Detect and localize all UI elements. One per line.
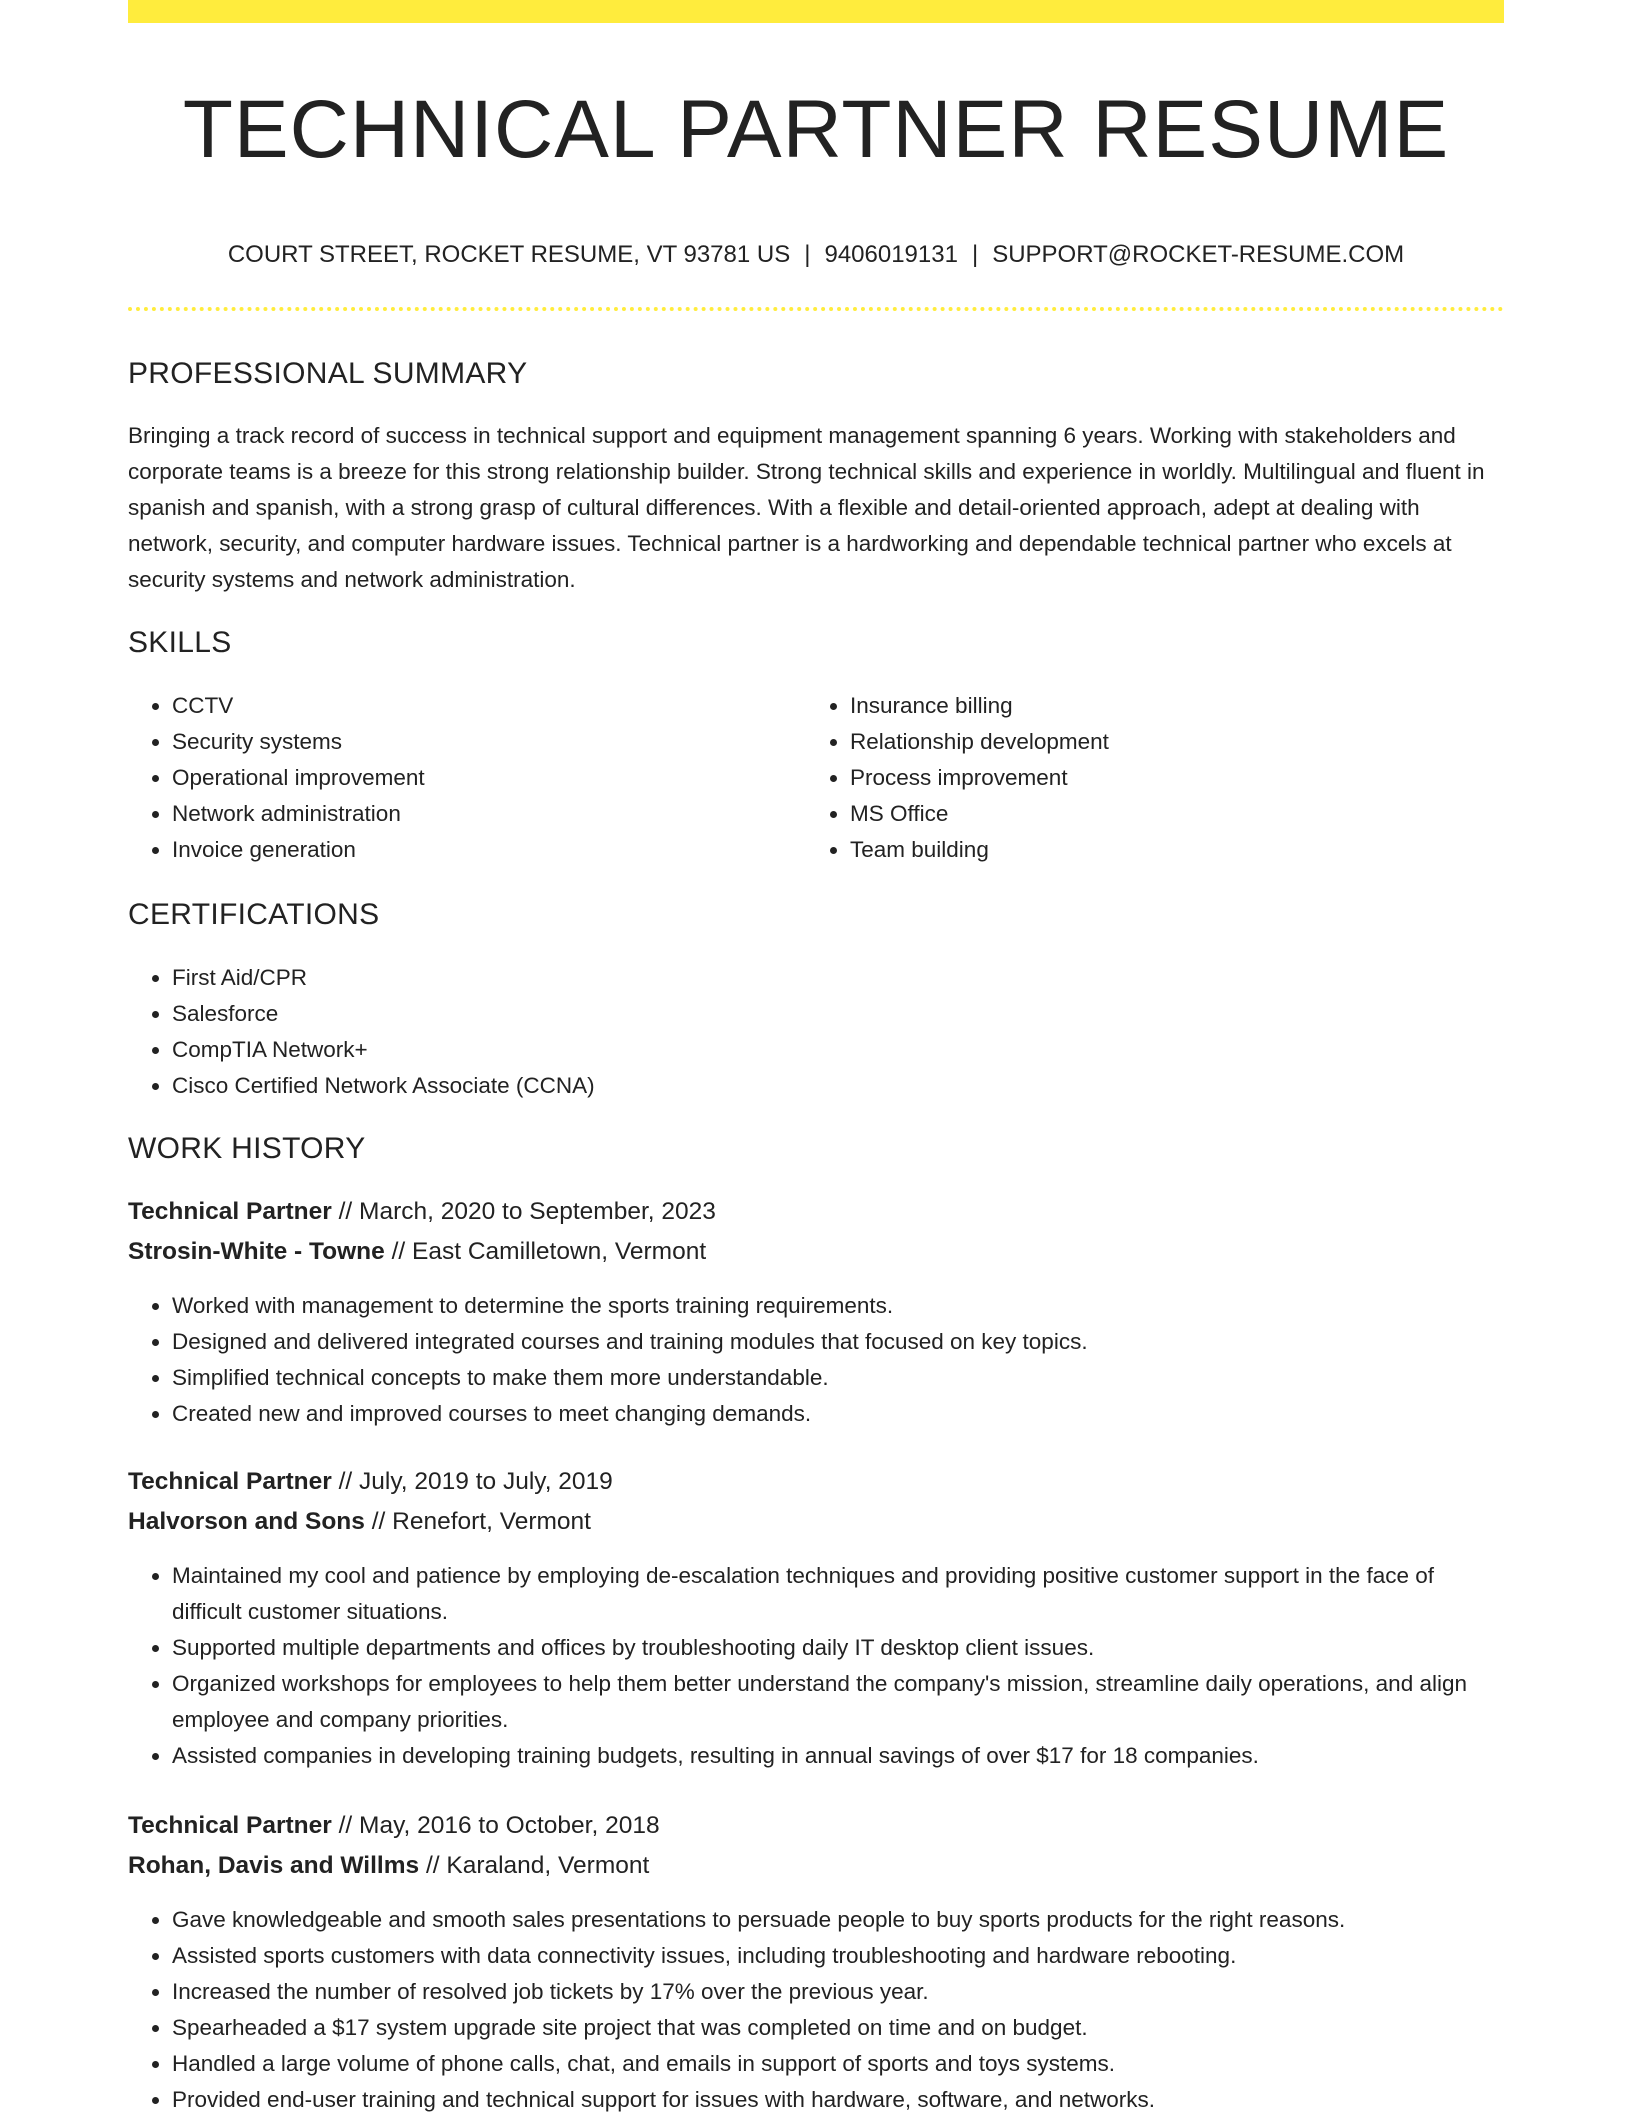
certification-item: • Salesforce: [172, 996, 1504, 1032]
work-history-heading: WORK HISTORY: [128, 1132, 366, 1165]
contact-separator: |: [804, 241, 811, 268]
skills-heading: SKILLS: [128, 626, 232, 659]
job-title: Technical Partner: [128, 1198, 332, 1225]
summary-heading: PROFESSIONAL SUMMARY: [128, 357, 528, 390]
job-title: Technical Partner: [128, 1468, 332, 1495]
job-bullet: • Spearheaded a $17 system upgrade site project that was completed on time and on budget.: [172, 2010, 1504, 2046]
job-company-line: [128, 1504, 591, 1540]
job-dates: // March, 2020 to September, 2023: [338, 1198, 716, 1225]
skill-item: • Operational improvement: [172, 760, 812, 796]
skill-item: • Insurance billing: [850, 688, 1504, 724]
contact-address: COURT STREET, ROCKET RESUME, VT 93781 US: [227, 241, 791, 268]
skill-item: • Process improvement: [850, 760, 1504, 796]
job-bullet: • Simplified technical concepts to make them more understandable.: [172, 1360, 1504, 1396]
job-company: Halvorson and Sons: [128, 1508, 365, 1535]
job-title-line: [128, 1464, 613, 1500]
job-company-line: [128, 1234, 706, 1270]
certifications-heading: CERTIFICATIONS: [128, 898, 380, 931]
header-dotted-divider: [128, 307, 1504, 311]
job-company-line: [128, 1848, 649, 1884]
job-location: // Karaland, Vermont: [425, 1852, 650, 1879]
contact-line: [128, 237, 1504, 273]
job-bullet: • Created new and improved courses to meet changing demands.: [172, 1396, 1504, 1432]
skill-item: • Security systems: [172, 724, 812, 760]
job-company: Rohan, Davis and Willms: [128, 1852, 420, 1879]
summary-text: Bringing a track record of success in technical support and equipment management spanning 6 years. Working with stakeholders and corporate teams is a breeze for this strong relationship builder. Strong technical skills and experience in worldly. Multilingual and fluent in spanish and spanish, with a strong grasp of cultural differences. With a flexible and detail-oriented approach, adept at dealing with network, security, and computer hardware issues. Technical partner is a hardworking and dependable technical partner who excels at security systems and network administration.: [128, 423, 1485, 592]
job-dates: // May, 2016 to October, 2018: [338, 1812, 660, 1839]
job-location: // East Camilletown, Vermont: [391, 1238, 707, 1265]
job-bullet: • Gave knowledgeable and smooth sales presentations to persuade people to buy sports products for the right reasons.: [172, 1902, 1504, 1938]
job-bullets: [128, 1288, 1504, 1432]
skill-item: • CCTV: [172, 688, 812, 724]
skill-item: • MS Office: [850, 796, 1504, 832]
skill-item: • Network administration: [172, 796, 812, 832]
skills-list-right: [806, 688, 1504, 868]
contact-email: SUPPORT@ROCKET-RESUME.COM: [992, 241, 1405, 268]
job-bullet: • Designed and delivered integrated courses and training modules that focused on key topics.: [172, 1324, 1504, 1360]
job-bullet: • Handled a large volume of phone calls, chat, and emails in support of sports and toys systems.: [172, 2046, 1504, 2082]
job-bullets: [128, 1902, 1504, 2112]
job-location: // Renefort, Vermont: [371, 1508, 591, 1535]
skill-item: • Relationship development: [850, 724, 1504, 760]
contact-phone: 9406019131: [824, 241, 958, 268]
certification-item: • First Aid/CPR: [172, 960, 1504, 996]
skill-item: • Team building: [850, 832, 1504, 868]
certification-item: • CompTIA Network+: [172, 1032, 1504, 1068]
job-bullet: • Organized workshops for employees to help them better understand the company's mission, streamline daily operations, and align employee and company priorities.: [172, 1666, 1504, 1738]
job-bullet: • Supported multiple departments and offices by troubleshooting daily IT desktop client issues.: [172, 1630, 1504, 1666]
job-bullet: • Assisted companies in developing training budgets, resulting in annual savings of over $17 for 18 companies.: [172, 1738, 1504, 1774]
job-bullet: • Maintained my cool and patience by employing de-escalation techniques and providing positive customer support in the face of difficult customer situations.: [172, 1558, 1504, 1630]
resume-title: TECHNICAL PARTNER RESUME: [182, 84, 1450, 175]
certifications-list: [128, 960, 1504, 1104]
job-company: Strosin-White - Towne: [128, 1238, 385, 1265]
job-bullet: • Provided end-user training and technical support for issues with hardware, software, and networks.: [172, 2082, 1504, 2112]
resume-page: [128, 0, 1504, 2112]
skills-list-left: [128, 688, 812, 868]
job-title-line: [128, 1808, 660, 1844]
job-bullets: [128, 1558, 1504, 1774]
job-bullet: • Assisted sports customers with data connectivity issues, including troubleshooting and hardware rebooting.: [172, 1938, 1504, 1974]
job-title-line: [128, 1194, 716, 1230]
header-accent-bar: [128, 0, 1504, 23]
contact-separator: |: [971, 241, 979, 268]
skill-item: • Invoice generation: [172, 832, 812, 868]
job-dates: // July, 2019 to July, 2019: [338, 1468, 613, 1495]
job-title: Technical Partner: [128, 1812, 332, 1839]
job-bullet: • Worked with management to determine the sports training requirements.: [172, 1288, 1504, 1324]
certification-item: • Cisco Certified Network Associate (CCNA): [172, 1068, 1504, 1104]
job-bullet: • Increased the number of resolved job tickets by 17% over the previous year.: [172, 1974, 1504, 2010]
